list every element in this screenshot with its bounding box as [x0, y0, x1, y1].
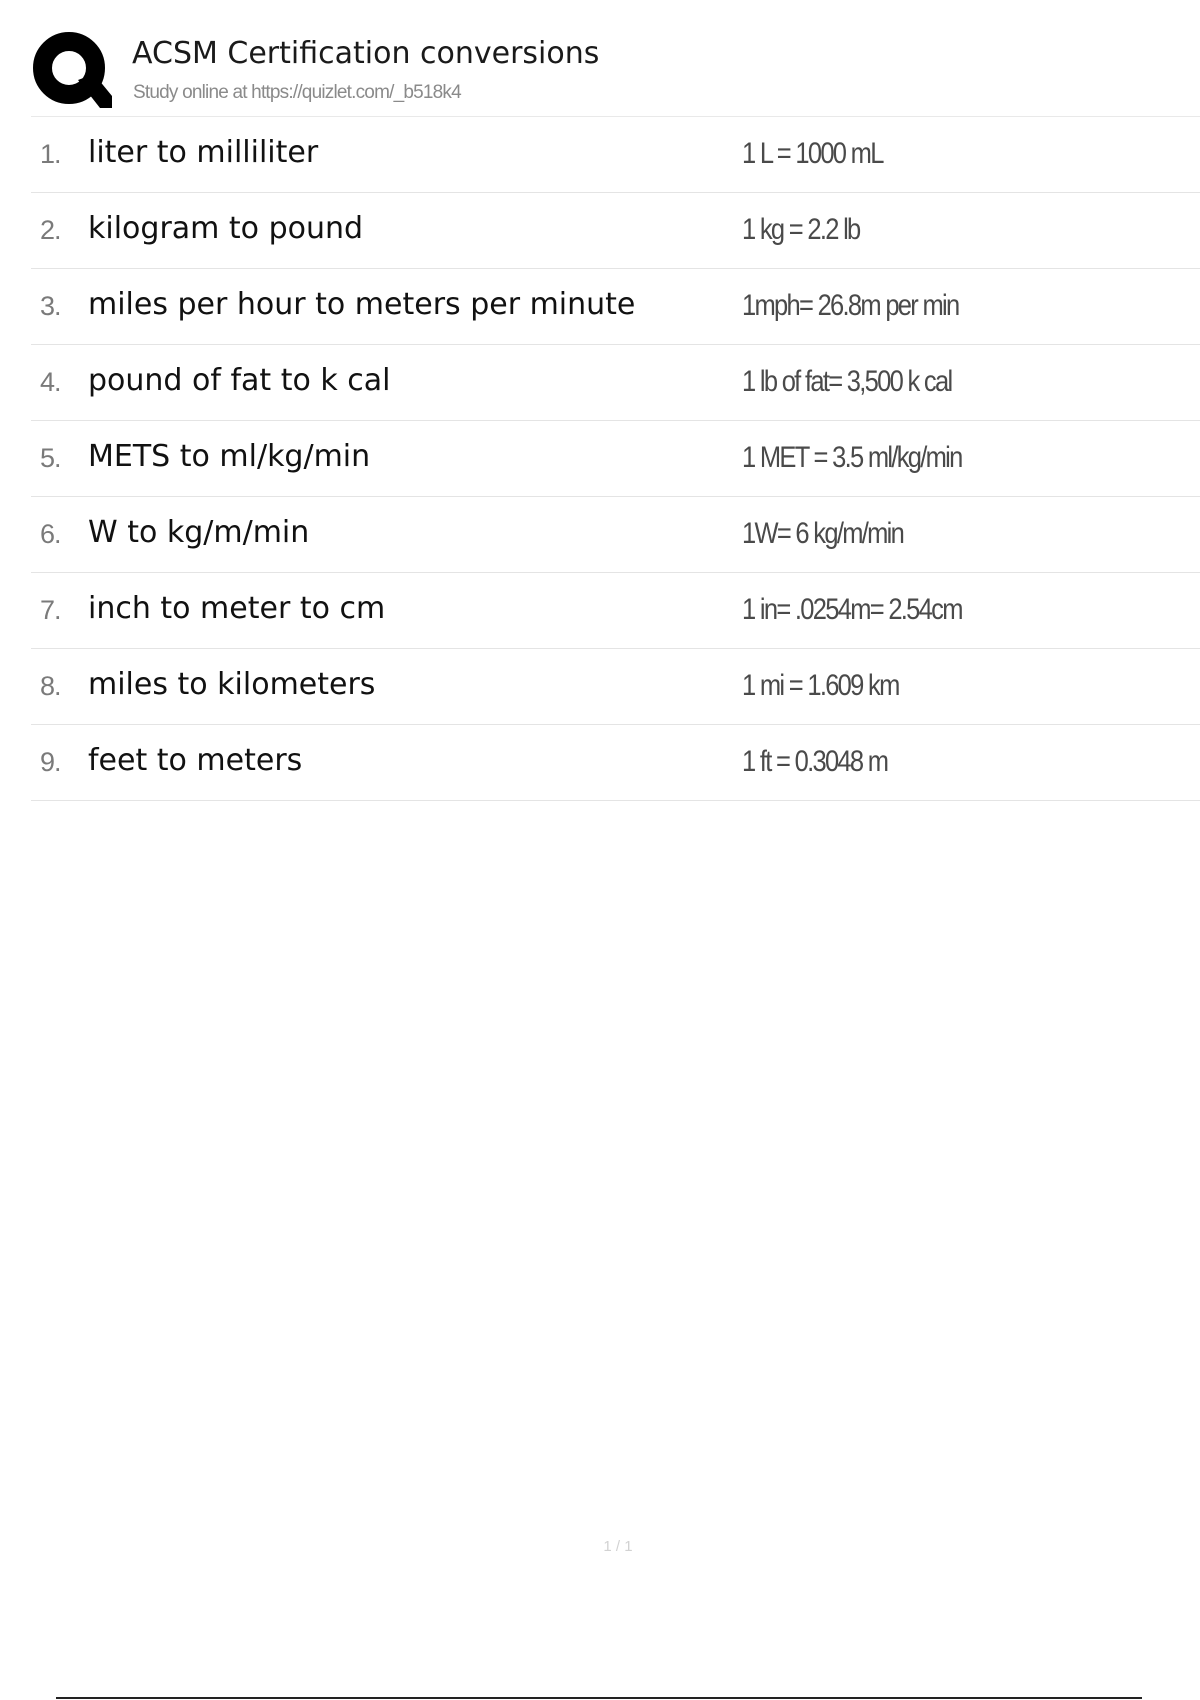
definition-text: 1 mi = 1.609 km: [742, 669, 899, 702]
term-text: liter to milliliter: [88, 135, 319, 170]
term-number: 4.: [40, 367, 61, 397]
term-text: pound of fat to k cal: [88, 363, 391, 398]
term-text: miles per hour to meters per minute: [88, 287, 636, 322]
term-row: [31, 725, 1200, 801]
term-text: kilogram to pound: [88, 211, 364, 246]
footer-divider: [56, 1697, 1142, 1699]
term-row: [31, 117, 1200, 193]
term-number: 3.: [40, 291, 61, 321]
definition-text: 1 L = 1000 mL: [742, 137, 883, 170]
definition-text: 1 in= .0254m= 2.54cm: [742, 593, 962, 626]
term-text: inch to meter to cm: [88, 591, 386, 626]
definition-text: 1mph= 26.8m per min: [742, 289, 959, 322]
study-online-link-text[interactable]: Study online at https://quizlet.com/_b518k4: [133, 82, 461, 103]
page-indicator: 1 / 1: [603, 1538, 633, 1555]
term-number: 8.: [40, 671, 61, 701]
term-row: [31, 649, 1200, 725]
term-row: [31, 345, 1200, 421]
definition-text: 1 MET = 3.5 ml/kg/min: [742, 441, 962, 474]
term-number: 5.: [40, 443, 61, 473]
term-text: miles to kilometers: [88, 667, 376, 702]
term-row: [31, 421, 1200, 497]
term-text: METS to ml/kg/min: [88, 439, 371, 474]
term-row: [31, 497, 1200, 573]
terms-list: [31, 116, 1200, 801]
term-row: [31, 573, 1200, 649]
document-title: ACSM Certification conversions: [132, 36, 600, 71]
term-number: 7.: [40, 595, 61, 625]
term-text: W to kg/m/min: [88, 515, 310, 550]
term-row: [31, 269, 1200, 345]
term-row: [31, 193, 1200, 269]
term-number: 2.: [40, 215, 61, 245]
term-number: 1.: [40, 139, 61, 169]
term-text: feet to meters: [88, 743, 303, 778]
definition-text: 1 ft = 0.3048 m: [742, 745, 888, 778]
definition-text: 1 kg = 2.2 lb: [742, 213, 860, 246]
document-header: [32, 32, 1200, 116]
definition-text: 1W= 6 kg/m/min: [742, 517, 904, 550]
definition-text: 1 lb of fat= 3,500 k cal: [742, 365, 952, 398]
term-number: 6.: [40, 519, 61, 549]
quizlet-q-logo-icon: [32, 32, 112, 112]
term-number: 9.: [40, 747, 61, 777]
